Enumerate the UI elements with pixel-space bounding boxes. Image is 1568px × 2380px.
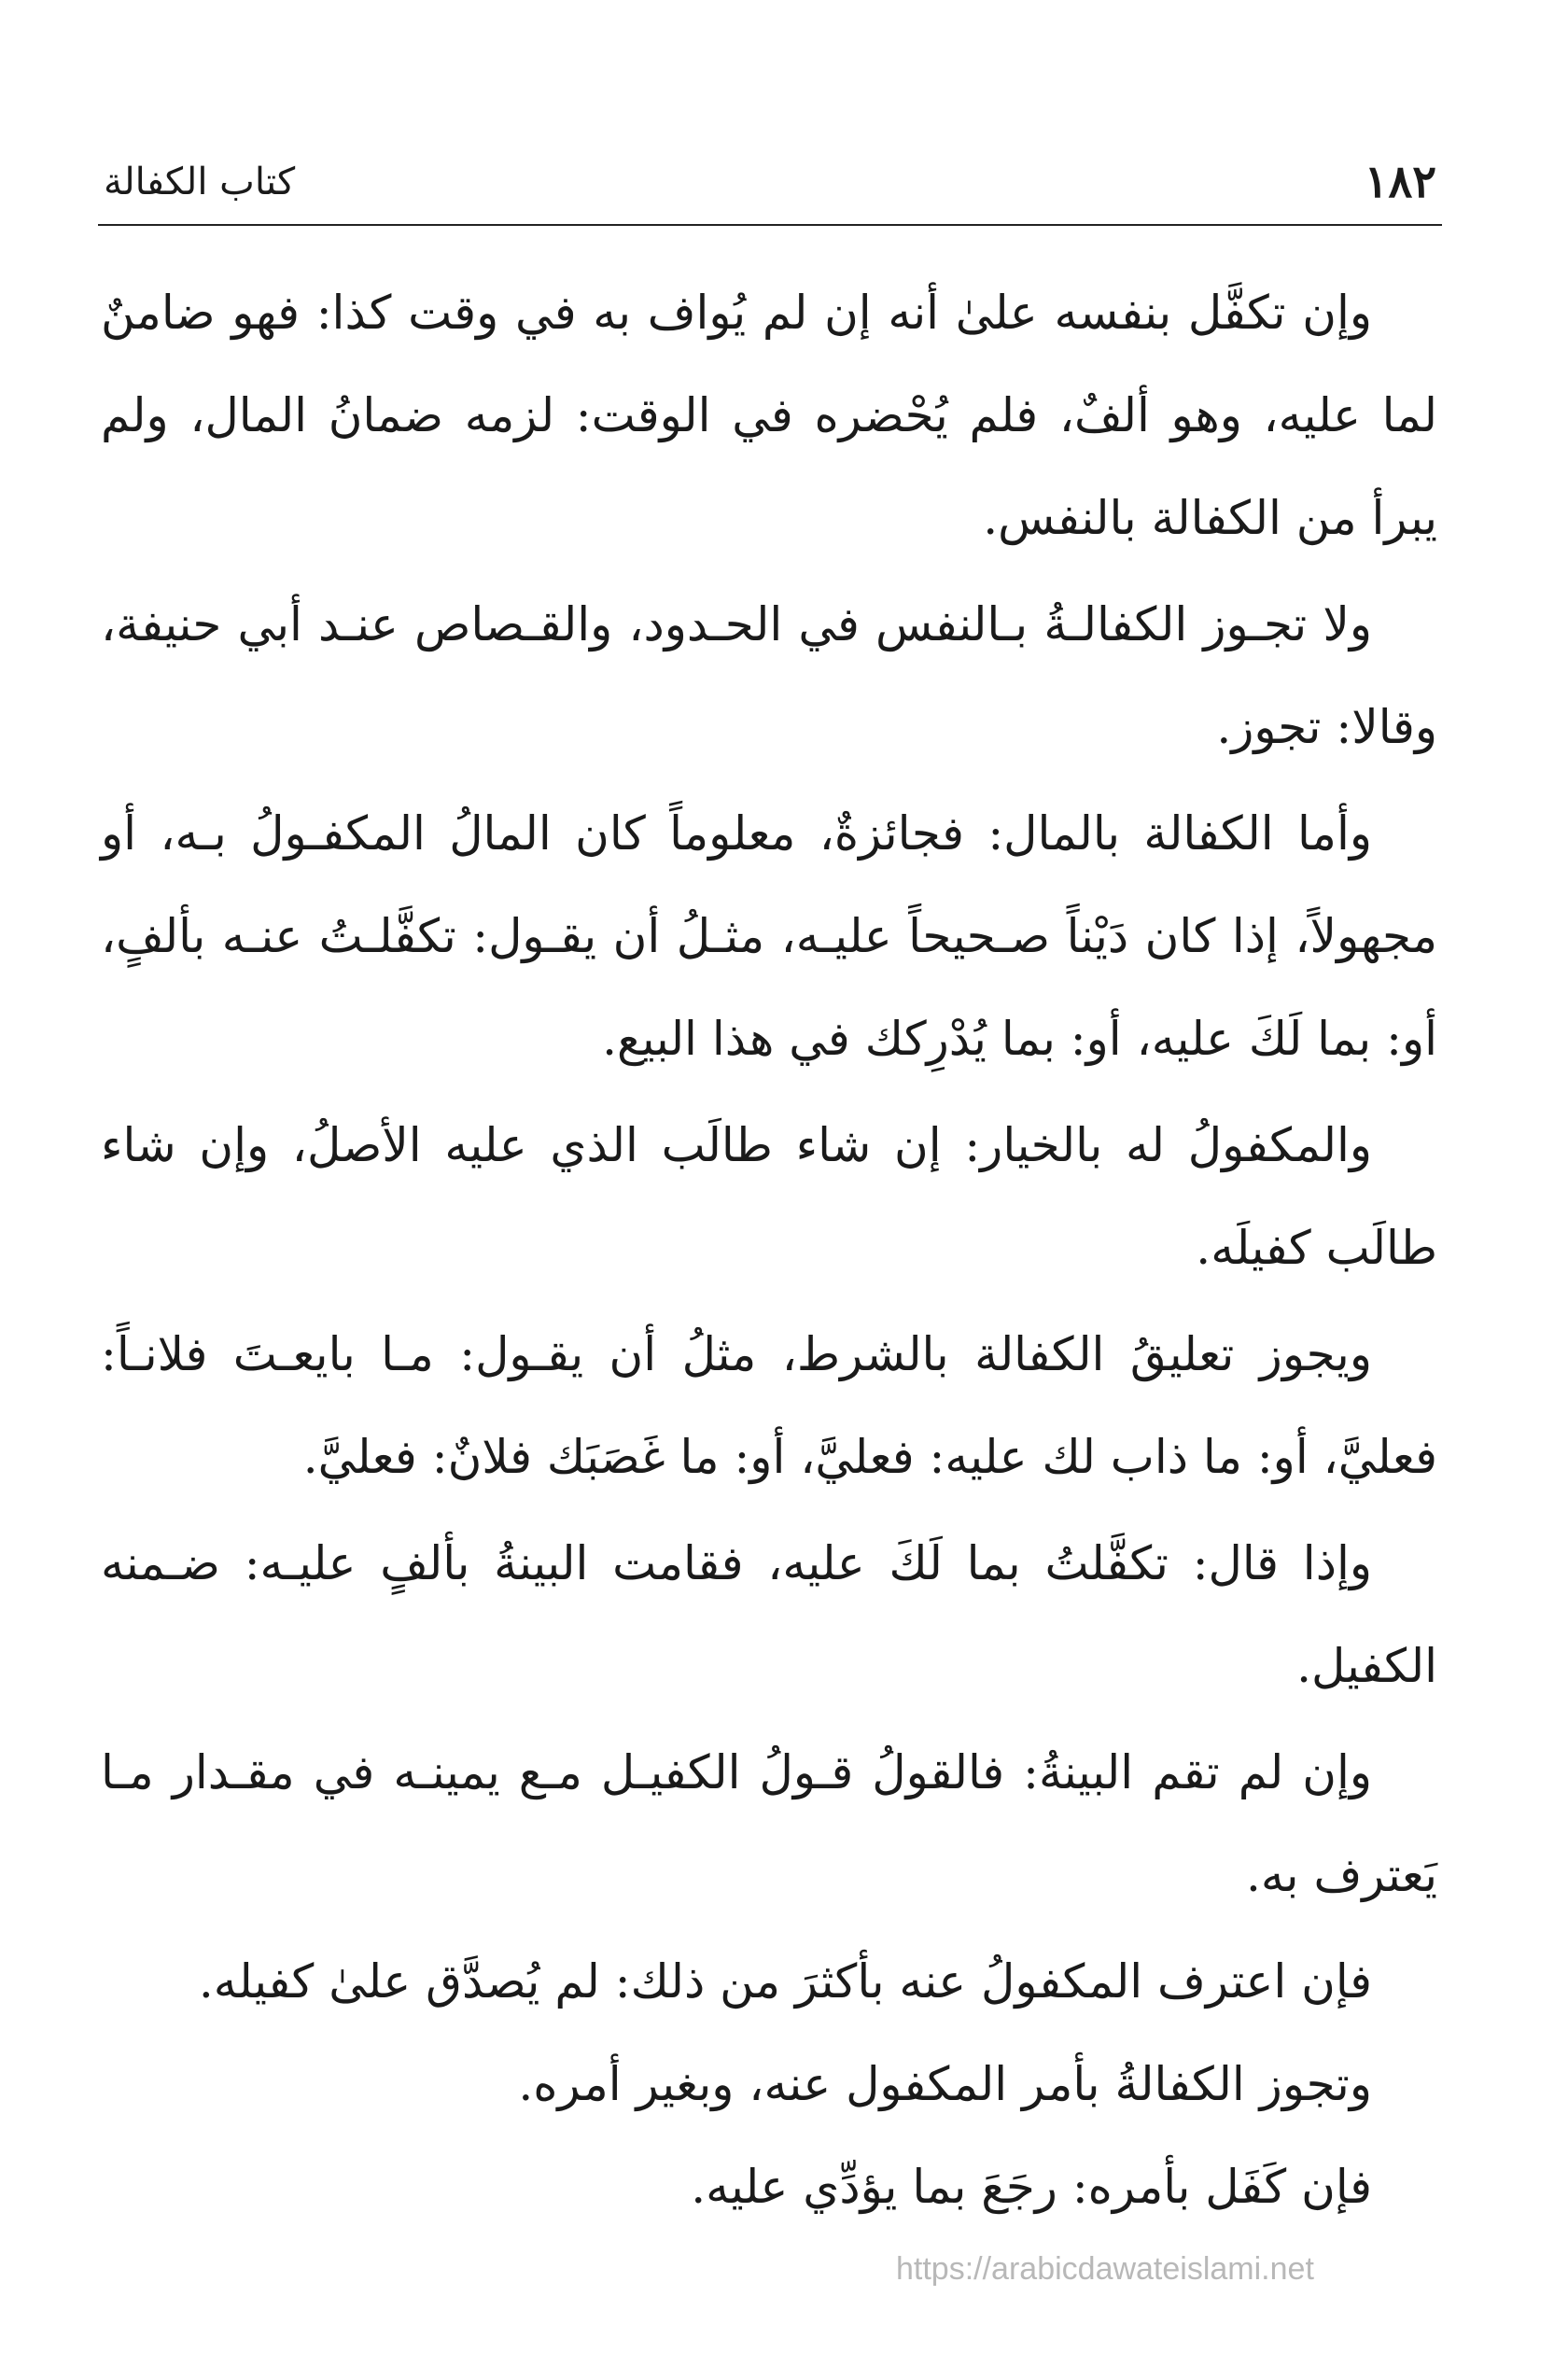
paragraph-9: وتجوز الكفالةُ بأمر المكفول عنه، وبغير أمره. bbox=[518, 2057, 1372, 2111]
paragraph-6: وإذا قال: تكفَّلتُ بما لَكَ عليه، فقامت البينةُ بألفٍ عليـه: ضـمنه الكفيل. bbox=[101, 1536, 1437, 1693]
paragraph-2: ولا تجـوز الكفالـةُ بـالنفس في الحـدود، والقـصاص عنـد أبي حنيفة، وقالا: تجوز. bbox=[101, 597, 1437, 754]
page-number: ١٨٢ bbox=[1364, 156, 1436, 208]
watermark-url: https://arabicdawateislami.net bbox=[896, 2251, 1314, 2287]
paragraph-3: وأما الكفالة بالمال: فجائزةٌ، معلوماً كان المالُ المكفـولُ بـه، أو مجهولاً، إذا كان دَيْناً صـحيحاً عليـه، مثـلُ أن يقـول: تكفَّلـتُ عنـه بألفٍ، أو: بما لَكَ عليه، أو: بما يُدْرِكك في هذا البيع. bbox=[101, 806, 1437, 1066]
paragraph-10: فإن كَفَل بأمره: رجَعَ بما يؤدِّي عليه. bbox=[691, 2160, 1372, 2214]
paragraph-5: ويجوز تعليقُ الكفالة بالشرط، مثلُ أن يقـول: مـا بايعـتَ فلانـاً: فعليَّ، أو: ما ذاب لك عليه: فعليَّ، أو: ما غَصَبَك فلانٌ: فعليَّ. bbox=[101, 1327, 1437, 1484]
running-title: كتاب الكفالة bbox=[104, 161, 296, 203]
paragraph-7: وإن لم تقم البينةُ: فالقولُ قـولُ الكفيـل مـع يمينـه في مقـدار مـا يَعترف به. bbox=[101, 1745, 1437, 1902]
page-header bbox=[98, 140, 1442, 226]
body-text bbox=[101, 261, 1437, 2238]
paragraph-4: والمكفولُ له بالخيار: إن شاء طالَب الذي عليه الأصلُ، وإن شاء طالَب كفيلَه. bbox=[101, 1118, 1437, 1275]
paragraph-8: فإن اعترف المكفولُ عنه بأكثرَ من ذلك: لم يُصدَّق علىٰ كفيله. bbox=[198, 1954, 1372, 2009]
paragraph-1: وإن تكفَّل بنفسه علىٰ أنه إن لم يُواف به في وقت كذا: فهو ضامنٌ لما عليه، وهو ألفٌ، فلم يُحْضره في الوقت: لزمه ضمانُ المال، ولم يبرأ من الكفالة بالنفس. bbox=[101, 286, 1437, 545]
